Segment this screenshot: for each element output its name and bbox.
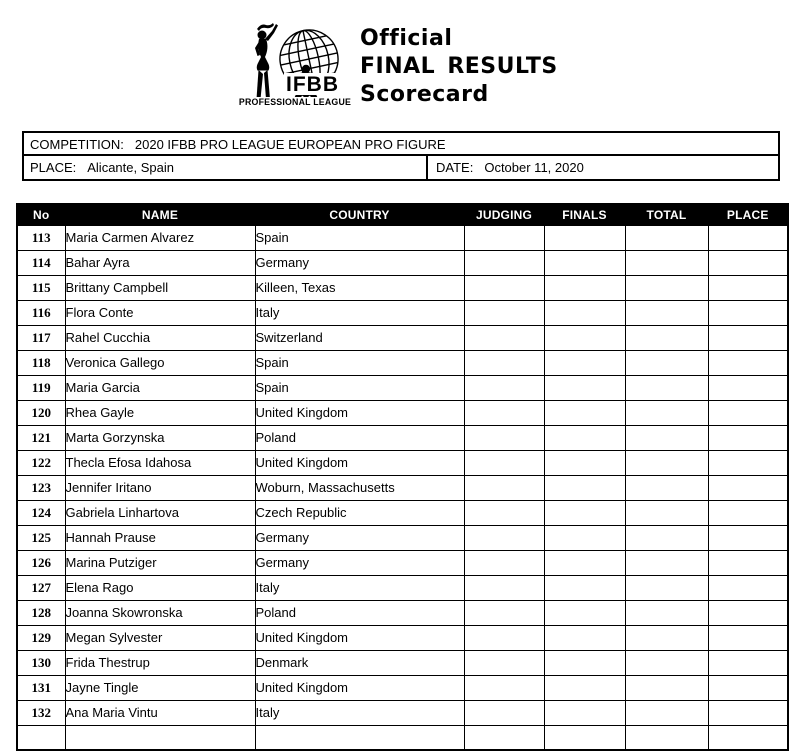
cell-competitor-number: 132 <box>17 700 65 725</box>
cell-country: Killeen, Texas <box>255 275 464 300</box>
table-row <box>17 500 788 525</box>
table-row <box>17 475 788 500</box>
cell-place <box>708 325 788 350</box>
cell-country: United Kingdom <box>255 400 464 425</box>
competition-row <box>24 133 778 156</box>
cell-competitor-name: Rahel Cucchia <box>65 325 255 350</box>
cell-country: United Kingdom <box>255 675 464 700</box>
ifbb-logo-text: IFBB <box>286 73 339 96</box>
ifbb-logo <box>235 12 355 112</box>
cell-judging-score <box>464 500 544 525</box>
cell-competitor-name: Bahar Ayra <box>65 250 255 275</box>
cell-place <box>708 300 788 325</box>
cell-competitor-name: Frida Thestrup <box>65 650 255 675</box>
cell-country: Spain <box>255 375 464 400</box>
cell-total-score <box>625 325 708 350</box>
cell-place <box>708 375 788 400</box>
cell-judging-score <box>464 650 544 675</box>
cell-finals-score <box>544 600 625 625</box>
cell-competitor-number: 123 <box>17 475 65 500</box>
cell-competitor-number: 113 <box>17 225 65 250</box>
cell-competitor-name: Jayne Tingle <box>65 675 255 700</box>
cell-total-score <box>625 500 708 525</box>
cell-competitor-number: 130 <box>17 650 65 675</box>
cell-total-score <box>625 650 708 675</box>
cell-place <box>708 450 788 475</box>
ifbb-logo-league-text: PROFESSIONAL LEAGUE <box>235 97 355 108</box>
cell-competitor-number: 124 <box>17 500 65 525</box>
cell-country: Germany <box>255 250 464 275</box>
cell-finals-score <box>544 250 625 275</box>
cell-competitor-name: Flora Conte <box>65 300 255 325</box>
cell-country: Switzerland <box>255 325 464 350</box>
cell-judging-score <box>464 325 544 350</box>
cell-country: United Kingdom <box>255 625 464 650</box>
cell-competitor-number: 119 <box>17 375 65 400</box>
cell-competitor-name: Maria Carmen Alvarez <box>65 225 255 250</box>
table-row <box>17 250 788 275</box>
table-row <box>17 700 788 725</box>
cell-place <box>708 725 788 750</box>
cell-competitor-number: 125 <box>17 525 65 550</box>
cell-place <box>708 350 788 375</box>
cell-finals-score <box>544 625 625 650</box>
cell-total-score <box>625 450 708 475</box>
cell-competitor-number: 129 <box>17 625 65 650</box>
cell-judging-score <box>464 250 544 275</box>
results-table-header <box>17 204 788 225</box>
cell-judging-score <box>464 400 544 425</box>
cell-place <box>708 650 788 675</box>
column-header-judging: JUDGING <box>464 204 544 225</box>
cell-competitor-number: 118 <box>17 350 65 375</box>
cell-total-score <box>625 425 708 450</box>
table-row <box>17 350 788 375</box>
cell-competitor-name: Maria Garcia <box>65 375 255 400</box>
cell-finals-score <box>544 325 625 350</box>
cell-total-score <box>625 525 708 550</box>
place-label: PLACE: <box>30 160 77 175</box>
cell-competitor-name <box>65 725 255 750</box>
cell-judging-score <box>464 475 544 500</box>
cell-place <box>708 475 788 500</box>
cell-competitor-number: 127 <box>17 575 65 600</box>
cell-place <box>708 425 788 450</box>
cell-competitor-number: 121 <box>17 425 65 450</box>
table-row <box>17 300 788 325</box>
cell-judging-score <box>464 275 544 300</box>
cell-total-score <box>625 250 708 275</box>
cell-country: Poland <box>255 600 464 625</box>
cell-place <box>708 550 788 575</box>
cell-competitor-name: Gabriela Linhartova <box>65 500 255 525</box>
cell-finals-score <box>544 450 625 475</box>
cell-judging-score <box>464 675 544 700</box>
cell-judging-score <box>464 350 544 375</box>
cell-place <box>708 275 788 300</box>
cell-total-score <box>625 225 708 250</box>
title-line-scorecard: Scorecard <box>360 82 489 107</box>
cell-country: Italy <box>255 300 464 325</box>
female-figure-icon <box>255 23 279 102</box>
cell-competitor-number <box>17 725 65 750</box>
cell-place <box>708 525 788 550</box>
cell-finals-score <box>544 400 625 425</box>
table-row <box>17 275 788 300</box>
cell-competitor-name: Ana Maria Vintu <box>65 700 255 725</box>
table-row <box>17 650 788 675</box>
cell-finals-score <box>544 300 625 325</box>
cell-finals-score <box>544 525 625 550</box>
cell-competitor-number: 122 <box>17 450 65 475</box>
cell-competitor-name: Thecla Efosa Idahosa <box>65 450 255 475</box>
competition-label: COMPETITION: <box>30 137 124 152</box>
page-title <box>360 25 558 109</box>
table-row <box>17 450 788 475</box>
cell-country: Poland <box>255 425 464 450</box>
cell-competitor-number: 120 <box>17 400 65 425</box>
cell-total-score <box>625 625 708 650</box>
column-header-country: COUNTRY <box>255 204 464 225</box>
cell-competitor-name: Hannah Prause <box>65 525 255 550</box>
cell-place <box>708 575 788 600</box>
cell-competitor-name: Rhea Gayle <box>65 400 255 425</box>
cell-country: United Kingdom <box>255 450 464 475</box>
table-row <box>17 550 788 575</box>
cell-competitor-number: 131 <box>17 675 65 700</box>
date-label: DATE: <box>436 160 474 175</box>
cell-finals-score <box>544 475 625 500</box>
cell-finals-score <box>544 550 625 575</box>
place-cell <box>24 156 428 179</box>
cell-place <box>708 500 788 525</box>
cell-place <box>708 675 788 700</box>
column-header-place: PLACE <box>708 204 788 225</box>
cell-finals-score <box>544 275 625 300</box>
results-table-body <box>17 225 788 750</box>
cell-finals-score <box>544 700 625 725</box>
cell-finals-score <box>544 575 625 600</box>
cell-country: Italy <box>255 700 464 725</box>
cell-competitor-name: Veronica Gallego <box>65 350 255 375</box>
place-date-row <box>24 156 778 179</box>
cell-judging-score <box>464 525 544 550</box>
cell-total-score <box>625 600 708 625</box>
table-row <box>17 325 788 350</box>
column-header-name: NAME <box>65 204 255 225</box>
cell-country: Italy <box>255 575 464 600</box>
cell-finals-score <box>544 500 625 525</box>
cell-total-score <box>625 700 708 725</box>
table-row <box>17 225 788 250</box>
cell-competitor-number: 126 <box>17 550 65 575</box>
cell-total-score <box>625 375 708 400</box>
cell-competitor-number: 116 <box>17 300 65 325</box>
table-row <box>17 375 788 400</box>
table-row <box>17 725 788 750</box>
cell-competitor-number: 117 <box>17 325 65 350</box>
cell-competitor-name: Elena Rago <box>65 575 255 600</box>
table-row <box>17 575 788 600</box>
cell-competitor-name: Megan Sylvester <box>65 625 255 650</box>
cell-judging-score <box>464 450 544 475</box>
place-value: Alicante, Spain <box>87 160 174 175</box>
cell-finals-score <box>544 675 625 700</box>
cell-place <box>708 625 788 650</box>
title-line-official: Official <box>360 26 453 51</box>
column-header-total: TOTAL <box>625 204 708 225</box>
results-table <box>16 203 789 751</box>
cell-country: Spain <box>255 225 464 250</box>
cell-total-score <box>625 475 708 500</box>
cell-total-score <box>625 550 708 575</box>
cell-judging-score <box>464 700 544 725</box>
cell-country: Germany <box>255 550 464 575</box>
date-value: October 11, 2020 <box>484 160 584 175</box>
cell-total-score <box>625 400 708 425</box>
cell-competitor-name: Marta Gorzynska <box>65 425 255 450</box>
table-row <box>17 625 788 650</box>
cell-finals-score <box>544 225 625 250</box>
cell-place <box>708 700 788 725</box>
table-row <box>17 675 788 700</box>
cell-country: Woburn, Massachusetts <box>255 475 464 500</box>
cell-judging-score <box>464 225 544 250</box>
cell-place <box>708 600 788 625</box>
cell-competitor-name: Marina Putziger <box>65 550 255 575</box>
cell-total-score <box>625 675 708 700</box>
column-header-finals: FINALS <box>544 204 625 225</box>
table-row <box>17 425 788 450</box>
cell-total-score <box>625 300 708 325</box>
cell-finals-score <box>544 350 625 375</box>
competition-value: 2020 IFBB PRO LEAGUE EUROPEAN PRO FIGURE <box>134 137 446 152</box>
cell-judging-score <box>464 550 544 575</box>
cell-competitor-number: 115 <box>17 275 65 300</box>
cell-country: Denmark <box>255 650 464 675</box>
cell-competitor-number: 128 <box>17 600 65 625</box>
cell-total-score <box>625 275 708 300</box>
header-row <box>17 204 788 225</box>
cell-place <box>708 250 788 275</box>
cell-finals-score <box>544 725 625 750</box>
title-line-final-results: FINAL RESULTS <box>360 54 558 79</box>
competition-info-box <box>22 131 780 181</box>
cell-total-score <box>625 350 708 375</box>
cell-total-score <box>625 575 708 600</box>
table-row <box>17 400 788 425</box>
cell-country: Spain <box>255 350 464 375</box>
cell-place <box>708 225 788 250</box>
cell-judging-score <box>464 625 544 650</box>
column-header-no: No <box>17 204 65 225</box>
table-row <box>17 525 788 550</box>
cell-competitor-name: Joanna Skowronska <box>65 600 255 625</box>
cell-country <box>255 725 464 750</box>
date-cell <box>428 156 778 179</box>
cell-judging-score <box>464 425 544 450</box>
cell-finals-score <box>544 650 625 675</box>
cell-judging-score <box>464 300 544 325</box>
cell-total-score <box>625 725 708 750</box>
table-row <box>17 600 788 625</box>
cell-competitor-number: 114 <box>17 250 65 275</box>
cell-competitor-name: Jennifer Iritano <box>65 475 255 500</box>
cell-judging-score <box>464 375 544 400</box>
cell-country: Germany <box>255 525 464 550</box>
cell-judging-score <box>464 725 544 750</box>
cell-judging-score <box>464 575 544 600</box>
cell-judging-score <box>464 600 544 625</box>
cell-finals-score <box>544 375 625 400</box>
cell-place <box>708 400 788 425</box>
cell-competitor-name: Brittany Campbell <box>65 275 255 300</box>
cell-country: Czech Republic <box>255 500 464 525</box>
cell-finals-score <box>544 425 625 450</box>
